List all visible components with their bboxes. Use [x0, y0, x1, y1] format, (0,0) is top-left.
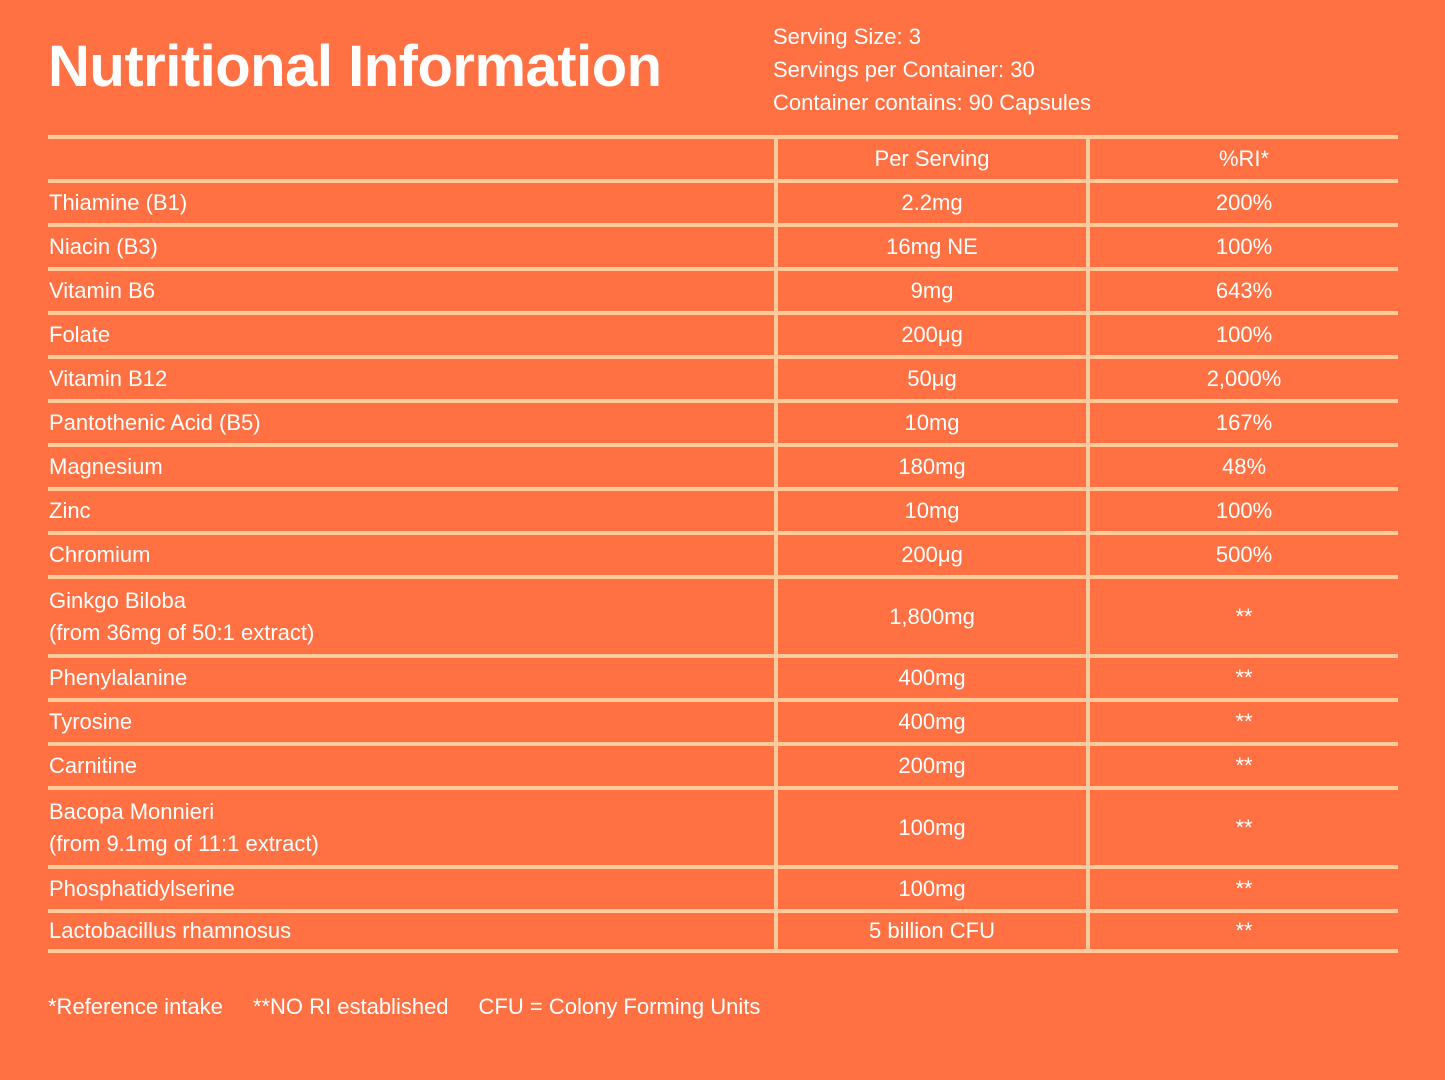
nutrient-label: Carnitine: [49, 753, 138, 778]
table-row: [48, 355, 1398, 399]
per-serving-value: 2.2mg: [774, 183, 1086, 223]
nutrient-name: [48, 227, 774, 267]
nutrient-name: [48, 869, 774, 909]
nutrient-name: [48, 746, 774, 786]
nutrient-source-note: (from 9.1mg of 11:1 extract): [49, 830, 319, 856]
ri-value: **: [1086, 658, 1398, 698]
table-row: [48, 865, 1398, 909]
nutrient-name: [48, 315, 774, 355]
table-header-row: [48, 135, 1398, 179]
per-serving-value: 10mg: [774, 403, 1086, 443]
ri-value: **: [1086, 869, 1398, 909]
nutrient-name: [48, 579, 774, 654]
ri-value: 2,000%: [1086, 359, 1398, 399]
per-serving-value: 200μg: [774, 535, 1086, 575]
table-row: [48, 399, 1398, 443]
per-serving-value: 16mg NE: [774, 227, 1086, 267]
per-serving-value: 10mg: [774, 491, 1086, 531]
nutrient-label: Chromium: [49, 542, 151, 567]
per-serving-value: 100mg: [774, 790, 1086, 865]
ri-value: 643%: [1086, 271, 1398, 311]
nutrient-name: [48, 359, 774, 399]
ri-value: **: [1086, 702, 1398, 742]
serving-info: [773, 20, 1091, 119]
table-row: [48, 654, 1398, 698]
header-per-serving: Per Serving: [774, 139, 1086, 179]
per-serving-value: 200μg: [774, 315, 1086, 355]
page-title: Nutritional Information: [48, 34, 662, 99]
per-serving-value: 9mg: [774, 271, 1086, 311]
table-row: [48, 698, 1398, 742]
per-serving-value: 400mg: [774, 658, 1086, 698]
footnotes: [48, 991, 790, 1023]
nutrient-name: [48, 702, 774, 742]
table-row: [48, 443, 1398, 487]
footnote-cfu: CFU = Colony Forming Units: [478, 994, 761, 1019]
nutrient-name: [48, 913, 774, 949]
nutrient-name: [48, 271, 774, 311]
nutrient-label: Phenylalanine: [49, 665, 188, 690]
footnote-no-ri: **NO RI established: [252, 994, 449, 1019]
ri-value: 100%: [1086, 315, 1398, 355]
nutrient-label: Vitamin B6: [49, 278, 155, 303]
nutrient-label: Ginkgo Biloba: [49, 587, 186, 613]
table-row: [48, 531, 1398, 575]
per-serving-value: 180mg: [774, 447, 1086, 487]
nutrient-label: Lactobacillus rhamnosus: [49, 918, 292, 943]
header-nutrient: [48, 139, 774, 179]
ri-value: **: [1086, 790, 1398, 865]
nutrient-label: Folate: [49, 322, 111, 347]
ri-value: 200%: [1086, 183, 1398, 223]
serving-size: Serving Size: 3: [773, 24, 921, 49]
ri-value: 167%: [1086, 403, 1398, 443]
nutrient-label: Pantothenic Acid (B5): [49, 410, 261, 435]
table-row: [48, 575, 1398, 654]
ri-value: 48%: [1086, 447, 1398, 487]
nutrient-name: [48, 183, 774, 223]
per-serving-value: 1,800mg: [774, 579, 1086, 654]
table-row: [48, 909, 1398, 953]
nutrient-label: Phosphatidylserine: [49, 876, 235, 901]
nutrient-name: [48, 491, 774, 531]
ri-value: 100%: [1086, 227, 1398, 267]
nutrient-label: Niacin (B3): [49, 234, 158, 259]
table-body: [48, 179, 1398, 953]
nutrient-label: Thiamine (B1): [49, 190, 188, 215]
table-row: [48, 786, 1398, 865]
ri-value: **: [1086, 579, 1398, 654]
table-row: [48, 179, 1398, 223]
per-serving-value: 100mg: [774, 869, 1086, 909]
table-row: [48, 311, 1398, 355]
footnote-reference-intake: *Reference intake: [48, 994, 223, 1019]
per-serving-value: 200mg: [774, 746, 1086, 786]
header-ri: %RI*: [1086, 139, 1398, 179]
nutrient-source-note: (from 36mg of 50:1 extract): [49, 619, 315, 645]
table-row: [48, 223, 1398, 267]
per-serving-value: 50μg: [774, 359, 1086, 399]
ri-value: **: [1086, 913, 1398, 949]
container-contains: Container contains: 90 Capsules: [773, 90, 1091, 115]
nutrient-name: [48, 403, 774, 443]
table-row: [48, 742, 1398, 786]
nutrient-name: [48, 535, 774, 575]
per-serving-value: 5 billion CFU: [774, 913, 1086, 949]
nutrient-label: Zinc: [49, 498, 91, 523]
ri-value: 100%: [1086, 491, 1398, 531]
ri-value: **: [1086, 746, 1398, 786]
nutrient-name: [48, 790, 774, 865]
nutrition-table: [48, 135, 1398, 953]
nutrient-label: Bacopa Monnieri: [49, 798, 215, 824]
table-row: [48, 267, 1398, 311]
nutrient-name: [48, 447, 774, 487]
nutrient-label: Magnesium: [49, 454, 163, 479]
nutrient-label: Vitamin B12: [49, 366, 168, 391]
table-row: [48, 487, 1398, 531]
nutrient-name: [48, 658, 774, 698]
nutrient-label: Tyrosine: [49, 709, 133, 734]
servings-per-container: Servings per Container: 30: [773, 57, 1035, 82]
per-serving-value: 400mg: [774, 702, 1086, 742]
ri-value: 500%: [1086, 535, 1398, 575]
